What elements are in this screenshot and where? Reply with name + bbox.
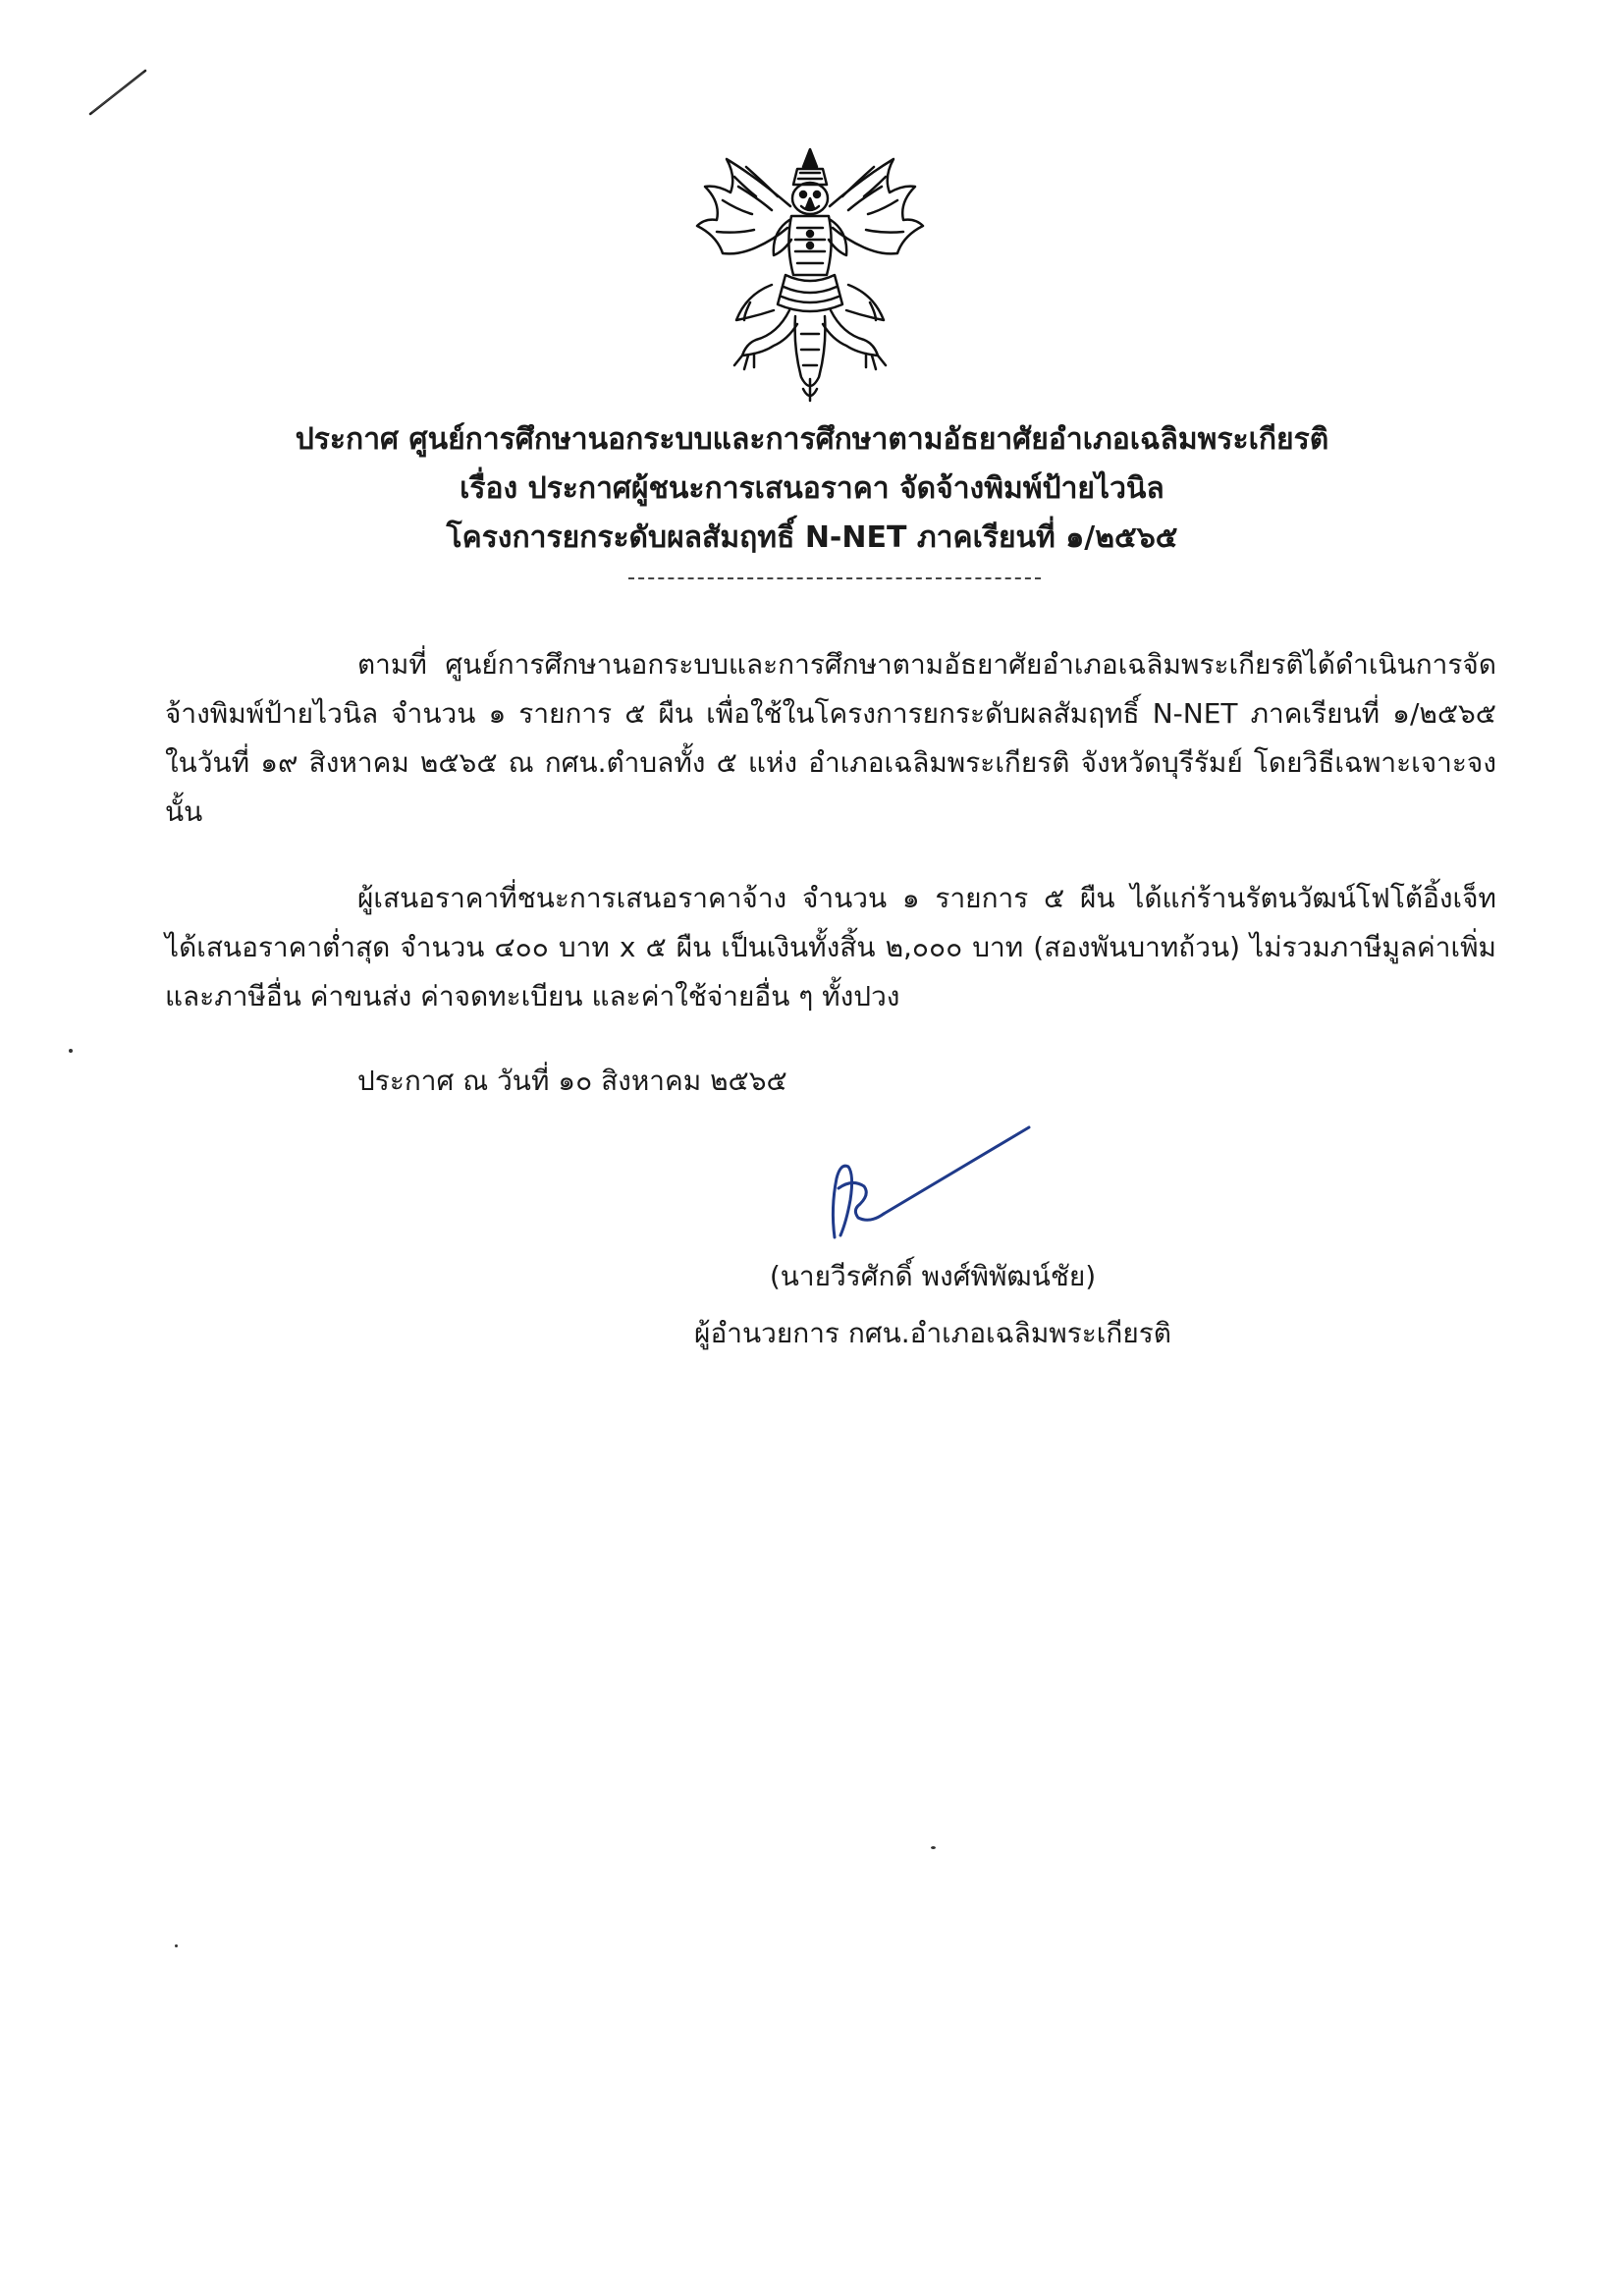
announcement-heading: ประกาศ ศูนย์การศึกษานอกระบบและการศึกษาตามอัธยาศัยอำเภอเฉลิมพระเกียรติ xyxy=(295,422,1329,457)
announcement-date: ประกาศ ณ วันที่ ๑๐ สิงหาคม ๒๕๖๕ xyxy=(357,1065,787,1097)
signer-title: ผู้อำนวยการ กศน.อำเภอเฉลิมพระเกียรติ xyxy=(694,1317,1171,1349)
scan-speck xyxy=(69,1049,73,1053)
scan-speck xyxy=(175,1944,178,1947)
garuda-emblem-icon xyxy=(687,137,933,408)
handwritten-signature xyxy=(815,1120,1041,1247)
scan-speck xyxy=(931,1846,936,1849)
project-heading: โครงการยกระดับผลสัมฤทธิ์ N-NET ภาคเรียนที่ ๑/๒๕๖๕ xyxy=(446,520,1178,555)
signer-name: (นายวีรศักดิ์ พงศ์พิพัฒน์ชัย) xyxy=(769,1260,1097,1292)
header-divider xyxy=(628,577,1041,579)
body-paragraph-1: ตามที่ ศูนย์การศึกษานอกระบบและการศึกษาตามอัธยาศัยอำเภอเฉลิมพระเกียรติได้ดำเนินการจัดจ้างพิมพ์ป้ายไวนิล จำนวน ๑ รายการ ๕ ผืน เพื่อใช้ในโครงการยกระดับผลสัมฤทธิ์ N-NET ภาคเรียนที่ ๑/๒๕๖๕ ในวันที่ ๑๙ สิงหาคม ๒๕๖๕ ณ กศน.ตำบลทั้ง ๕ แห่ง อำเภอเฉลิมพระเกียรติ จังหวัดบุรีรัมย์ โดยวิธีเฉพาะเจาะจง นั้น xyxy=(165,648,1496,828)
subject-heading: เรื่อง ประกาศผู้ชนะการเสนอราคา จัดจ้างพิมพ์ป้ายไวนิล xyxy=(460,471,1164,506)
body-paragraph-2: ผู้เสนอราคาที่ชนะการเสนอราคาจ้าง จำนวน ๑ รายการ ๕ ผืน ได้แก่ร้านรัตนวัฒน์โฟโต้อิ้งเจ็ท ได้เสนอราคาต่ำสุด จำนวน ๔๐๐ บาท x ๕ ผืน เป็นเงินทั้งสิ้น ๒,๐๐๐ บาท (สองพันบาทถ้วน) ไม่รวมภาษีมูลค่าเพิ่มและภาษีอื่น ค่าขนส่ง ค่าจดทะเบียน และค่าใช้จ่ายอื่น ๆ ทั้งปวง xyxy=(165,882,1496,1012)
pen-stroke-mark xyxy=(86,65,151,118)
